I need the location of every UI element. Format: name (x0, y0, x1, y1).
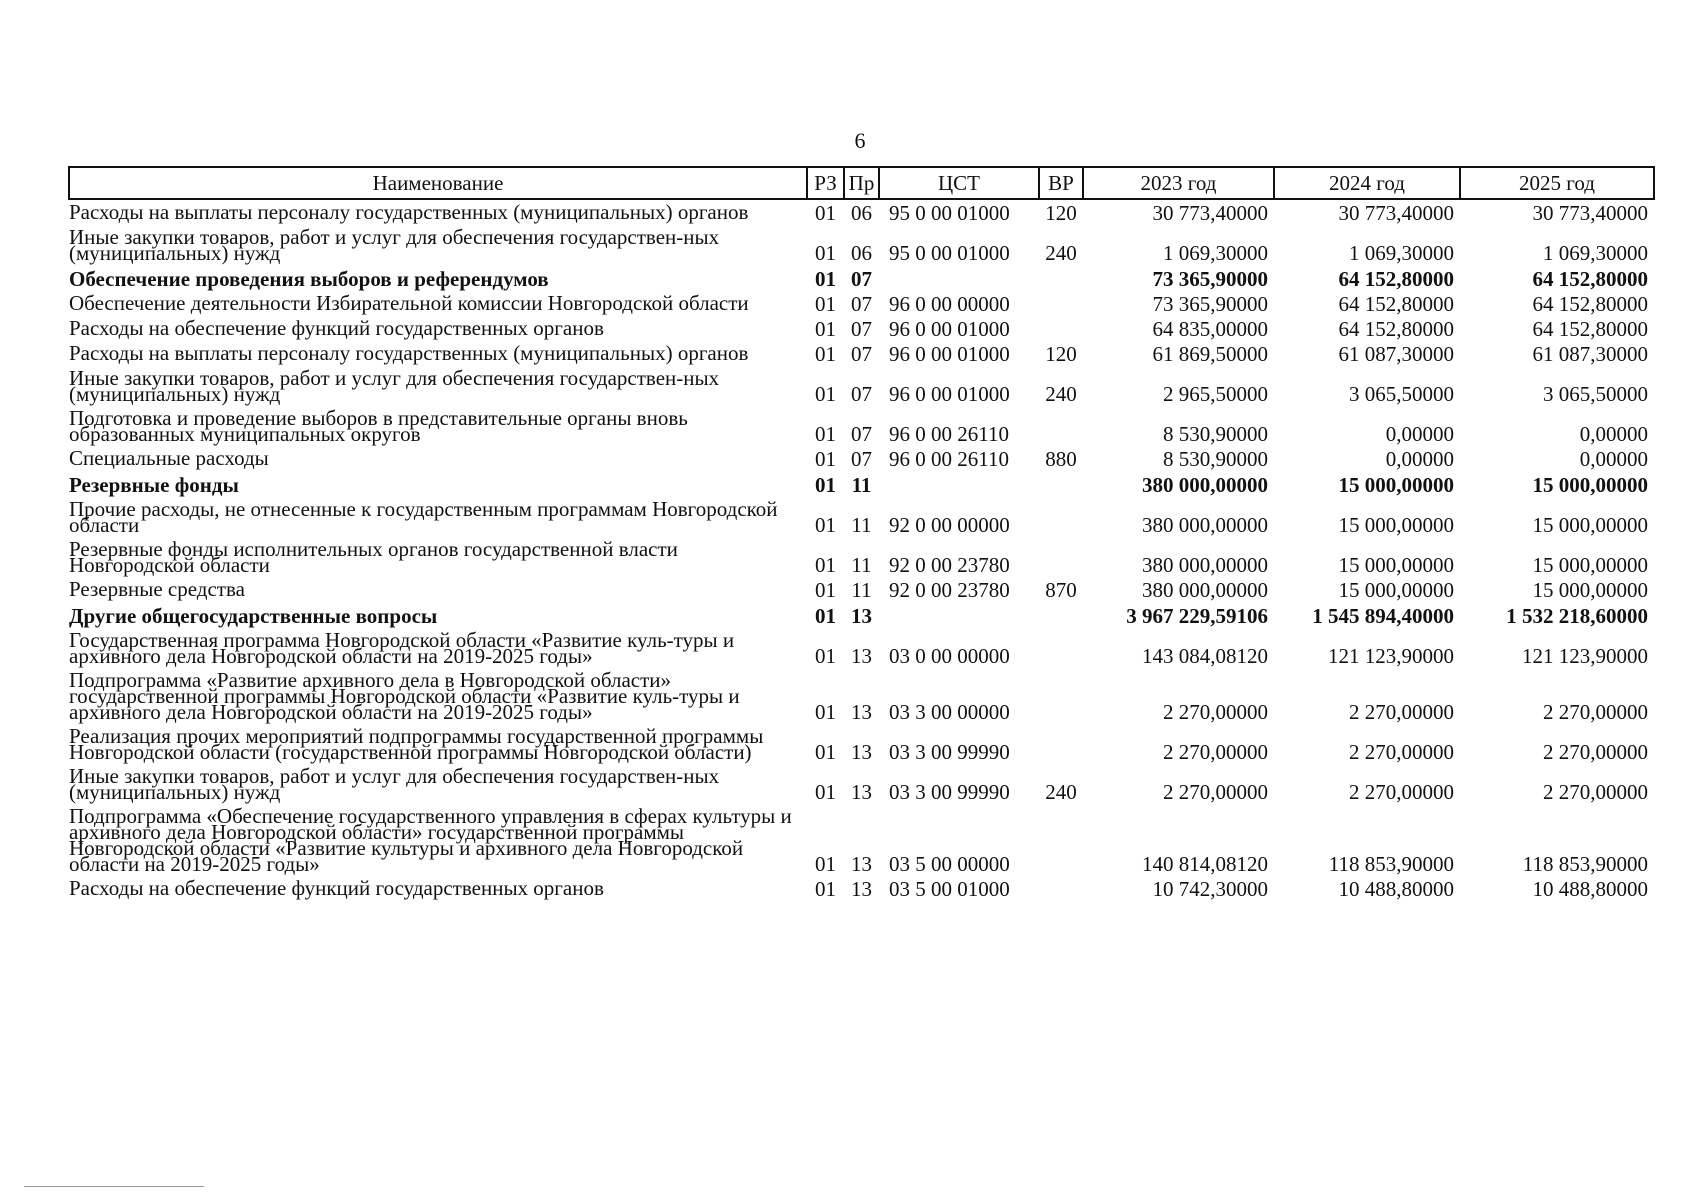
row-cst: 96 0 00 26110 (889, 447, 1009, 471)
row-amount-2023: 1 069,30000 (1163, 241, 1268, 265)
row-amount-2025: 15 000,00000 (1532, 473, 1648, 497)
row-cst: 95 0 00 01000 (889, 241, 1010, 265)
row-amount-2025: 3 065,50000 (1543, 382, 1648, 406)
row-cst: 96 0 00 00000 (889, 292, 1010, 316)
row-pr: 07 (851, 342, 872, 366)
row-name: Обеспечение деятельности Избирательной комиссии Новгородской области (69, 291, 749, 315)
row-vr: 240 (1045, 780, 1077, 804)
row-vr (1039, 265, 1083, 291)
row-name: Расходы на выплаты персоналу государственных (муниципальных) органов (69, 341, 749, 365)
row-amount-2025: 15 000,00000 (1532, 513, 1648, 537)
row-rz: 01 (815, 447, 836, 471)
table-row (69, 668, 1654, 724)
row-rz: 01 (815, 852, 836, 876)
row-amount-2023: 380 000,00000 (1142, 473, 1268, 497)
row-name: Расходы на выплаты персоналу государственных (муниципальных) органов (69, 200, 749, 224)
row-rz: 01 (815, 342, 836, 366)
header-name: Наименование (69, 167, 807, 199)
row-vr: 240 (1045, 382, 1077, 406)
table-row (69, 446, 1654, 471)
row-amount-2023: 30 773,40000 (1152, 201, 1268, 225)
row-pr: 07 (851, 447, 872, 471)
row-pr: 11 (851, 578, 872, 602)
row-vr: 240 (1045, 241, 1077, 265)
row-amount-2024: 10 488,80000 (1338, 877, 1454, 901)
row-vr: 120 (1045, 342, 1077, 366)
table-row (69, 225, 1654, 265)
row-name: Подготовка и проведение выборов в представительные органы вновь образованных муниципальных округов (69, 406, 688, 446)
row-amount-2023: 10 742,30000 (1152, 877, 1268, 901)
table-row (69, 577, 1654, 602)
row-amount-2023: 140 814,08120 (1142, 852, 1268, 876)
row-amount-2025: 1 532 218,60000 (1506, 604, 1648, 628)
header-pr: Пр (844, 167, 879, 199)
row-name: Другие общегосударственные вопросы (69, 604, 438, 628)
row-cst: 03 5 00 00000 (889, 852, 1010, 876)
row-amount-2024: 61 087,30000 (1338, 342, 1454, 366)
row-pr: 13 (851, 877, 872, 901)
row-amount-2024: 15 000,00000 (1338, 513, 1454, 537)
header-2024: 2024 год (1274, 167, 1460, 199)
row-amount-2025: 61 087,30000 (1532, 342, 1648, 366)
row-rz: 01 (815, 578, 836, 602)
row-amount-2025: 2 270,00000 (1543, 700, 1648, 724)
row-amount-2023: 380 000,00000 (1142, 553, 1268, 577)
row-amount-2024: 15 000,00000 (1338, 553, 1454, 577)
row-amount-2024: 1 545 894,40000 (1312, 604, 1454, 628)
row-name: Иные закупки товаров, работ и услуг для обеспечения государствен-ных (муниципальных) нужд (69, 366, 720, 406)
row-amount-2024: 2 270,00000 (1349, 780, 1454, 804)
row-rz: 01 (815, 513, 836, 537)
row-pr: 11 (851, 553, 872, 577)
header-rz: РЗ (807, 167, 844, 199)
row-amount-2025: 15 000,00000 (1532, 578, 1648, 602)
table-body (69, 199, 1654, 901)
row-name: Резервные средства (69, 577, 245, 601)
row-amount-2023: 64 835,00000 (1152, 317, 1268, 341)
row-amount-2024: 64 152,80000 (1338, 267, 1454, 291)
table-row (69, 764, 1654, 804)
row-amount-2023: 2 965,50000 (1163, 382, 1268, 406)
row-pr: 07 (851, 382, 872, 406)
table-row (69, 497, 1654, 537)
budget-table (68, 166, 1655, 901)
row-amount-2023: 143 084,08120 (1142, 644, 1268, 668)
row-amount-2025: 64 152,80000 (1532, 292, 1648, 316)
row-amount-2024: 118 853,90000 (1328, 852, 1454, 876)
row-rz: 01 (815, 317, 836, 341)
row-name: Прочие расходы, не отнесенные к государственным программам Новгородской области (69, 497, 778, 537)
row-amount-2024: 64 152,80000 (1338, 292, 1454, 316)
row-amount-2023: 73 365,90000 (1152, 292, 1268, 316)
row-rz: 01 (815, 700, 836, 724)
row-amount-2024: 30 773,40000 (1338, 201, 1454, 225)
row-name: Резервные фонды (69, 473, 239, 497)
row-name: Расходы на обеспечение функций государственных органов (69, 316, 604, 340)
row-cst: 92 0 00 23780 (889, 578, 1010, 602)
row-amount-2025: 2 270,00000 (1543, 740, 1648, 764)
row-amount-2024: 2 270,00000 (1349, 740, 1454, 764)
row-amount-2024: 1 069,30000 (1349, 241, 1454, 265)
table-row (69, 537, 1654, 577)
row-name: Иные закупки товаров, работ и услуг для обеспечения государствен-ных (муниципальных) нужд (69, 225, 720, 265)
row-vr (1039, 291, 1083, 316)
row-amount-2025: 10 488,80000 (1532, 877, 1648, 901)
row-amount-2025: 118 853,90000 (1522, 852, 1648, 876)
header-vr: ВР (1039, 167, 1083, 199)
row-cst: 95 0 00 01000 (889, 201, 1010, 225)
row-amount-2025: 0,00000 (1579, 422, 1648, 446)
row-amount-2025: 121 123,90000 (1522, 644, 1648, 668)
row-amount-2024: 15 000,00000 (1338, 578, 1454, 602)
row-pr: 07 (851, 422, 872, 446)
row-pr: 13 (851, 700, 872, 724)
table-row (69, 366, 1654, 406)
row-name: Реализация прочих мероприятий подпрограммы государственной программы Новгородской области (государственной программы Новгородской области) (69, 724, 764, 764)
row-vr (1039, 876, 1083, 901)
row-vr: 880 (1045, 447, 1077, 471)
row-name: Расходы на обеспечение функций государственных органов (69, 876, 604, 900)
row-amount-2023: 3 967 229,59106 (1126, 604, 1268, 628)
row-rz: 01 (815, 422, 836, 446)
row-rz: 01 (815, 780, 836, 804)
row-vr (1039, 724, 1083, 764)
row-rz: 01 (815, 740, 836, 764)
table-row (69, 628, 1654, 668)
row-pr: 07 (851, 317, 872, 341)
row-pr: 07 (851, 292, 872, 316)
table-row (69, 876, 1654, 901)
row-pr: 11 (851, 513, 872, 537)
row-amount-2025: 64 152,80000 (1532, 267, 1648, 291)
row-pr: 06 (851, 241, 872, 265)
row-amount-2023: 2 270,00000 (1163, 740, 1268, 764)
row-amount-2023: 8 530,90000 (1163, 447, 1268, 471)
row-amount-2025: 1 069,30000 (1543, 241, 1648, 265)
row-cst: 03 3 00 99990 (889, 740, 1010, 764)
table-row (69, 291, 1654, 316)
row-cst: 92 0 00 23780 (889, 553, 1010, 577)
table-row (69, 265, 1654, 291)
row-amount-2024: 0,00000 (1385, 447, 1454, 471)
row-amount-2023: 8 530,90000 (1163, 422, 1268, 446)
row-vr: 870 (1045, 578, 1077, 602)
row-amount-2024: 121 123,90000 (1328, 644, 1454, 668)
row-vr: 120 (1045, 201, 1077, 225)
row-amount-2023: 380 000,00000 (1142, 578, 1268, 602)
row-vr (1039, 471, 1083, 497)
row-vr (1039, 316, 1083, 341)
row-cst (879, 602, 1039, 628)
row-cst: 03 0 00 00000 (889, 644, 1010, 668)
row-rz: 01 (815, 877, 836, 901)
row-pr: 13 (851, 604, 872, 628)
row-amount-2023: 2 270,00000 (1163, 700, 1268, 724)
row-vr (1039, 406, 1083, 446)
row-cst: 96 0 00 26110 (889, 422, 1009, 446)
row-amount-2025: 64 152,80000 (1532, 317, 1648, 341)
row-amount-2024: 2 270,00000 (1349, 700, 1454, 724)
row-rz: 01 (815, 241, 836, 265)
row-name: Обеспечение проведения выборов и референдумов (69, 267, 549, 291)
row-amount-2023: 61 869,50000 (1152, 342, 1268, 366)
table-row (69, 602, 1654, 628)
row-cst: 96 0 00 01000 (889, 342, 1010, 366)
row-pr: 13 (851, 644, 872, 668)
page-number: 6 (854, 128, 866, 153)
row-amount-2023: 2 270,00000 (1163, 780, 1268, 804)
row-vr (1039, 537, 1083, 577)
row-vr (1039, 628, 1083, 668)
row-cst: 92 0 00 00000 (889, 513, 1010, 537)
footer-rule (24, 1186, 204, 1187)
row-rz: 01 (815, 473, 836, 497)
table-row (69, 804, 1654, 876)
table-row (69, 724, 1654, 764)
row-cst: 96 0 00 01000 (889, 317, 1010, 341)
row-rz: 01 (815, 604, 836, 628)
row-name: Государственная программа Новгородской области «Развитие куль-туры и архивного дела Новгородской области на 2019-2025 годы» (69, 628, 735, 668)
table-row (69, 406, 1654, 446)
row-cst: 03 3 00 00000 (889, 700, 1010, 724)
row-cst: 03 3 00 99990 (889, 780, 1010, 804)
row-amount-2024: 64 152,80000 (1338, 317, 1454, 341)
row-amount-2023: 380 000,00000 (1142, 513, 1268, 537)
row-amount-2025: 30 773,40000 (1532, 201, 1648, 225)
row-rz: 01 (815, 553, 836, 577)
row-cst: 96 0 00 01000 (889, 382, 1010, 406)
row-amount-2024: 0,00000 (1385, 422, 1454, 446)
table-row (69, 199, 1654, 225)
row-cst (879, 471, 1039, 497)
row-rz: 01 (815, 267, 836, 291)
header-cst: ЦСТ (879, 167, 1039, 199)
row-name: Резервные фонды исполнительных органов государственной власти Новгородской области (69, 537, 678, 577)
row-name: Подпрограмма «Развитие архивного дела в Новгородской области» государственной программы Новгородской области «Развитие куль-туры и архивного дела Новгородской области на 2019-2025 годы» (69, 668, 740, 724)
row-amount-2025: 15 000,00000 (1532, 553, 1648, 577)
header-2023: 2023 год (1083, 167, 1274, 199)
table-row (69, 341, 1654, 366)
row-rz: 01 (815, 292, 836, 316)
table-header (69, 167, 1654, 199)
row-name: Специальные расходы (69, 446, 269, 470)
row-rz: 01 (815, 201, 836, 225)
row-rz: 01 (815, 382, 836, 406)
header-2025: 2025 год (1460, 167, 1654, 199)
row-pr: 13 (851, 740, 872, 764)
row-pr: 06 (851, 201, 872, 225)
row-amount-2024: 3 065,50000 (1349, 382, 1454, 406)
row-vr (1039, 497, 1083, 537)
row-amount-2023: 73 365,90000 (1152, 267, 1268, 291)
row-name: Подпрограмма «Обеспечение государственного управления в сферах культуры и архивного дела Новгородской области» государственной программы Новгородской области «Развитие культуры и архивного дела Новгородской области на 2019-2025 годы» (69, 804, 792, 876)
table-row (69, 316, 1654, 341)
row-name: Иные закупки товаров, работ и услуг для обеспечения государствен-ных (муниципальных) нужд (69, 764, 720, 804)
row-vr (1039, 804, 1083, 876)
row-pr: 13 (851, 780, 872, 804)
row-cst (879, 265, 1039, 291)
row-amount-2025: 0,00000 (1579, 447, 1648, 471)
row-amount-2024: 15 000,00000 (1338, 473, 1454, 497)
row-cst: 03 5 00 01000 (889, 877, 1010, 901)
row-rz: 01 (815, 644, 836, 668)
row-pr: 07 (851, 267, 872, 291)
row-amount-2025: 2 270,00000 (1543, 780, 1648, 804)
table-row (69, 471, 1654, 497)
row-pr: 13 (851, 852, 872, 876)
row-vr (1039, 602, 1083, 628)
row-pr: 11 (851, 473, 872, 497)
row-vr (1039, 668, 1083, 724)
